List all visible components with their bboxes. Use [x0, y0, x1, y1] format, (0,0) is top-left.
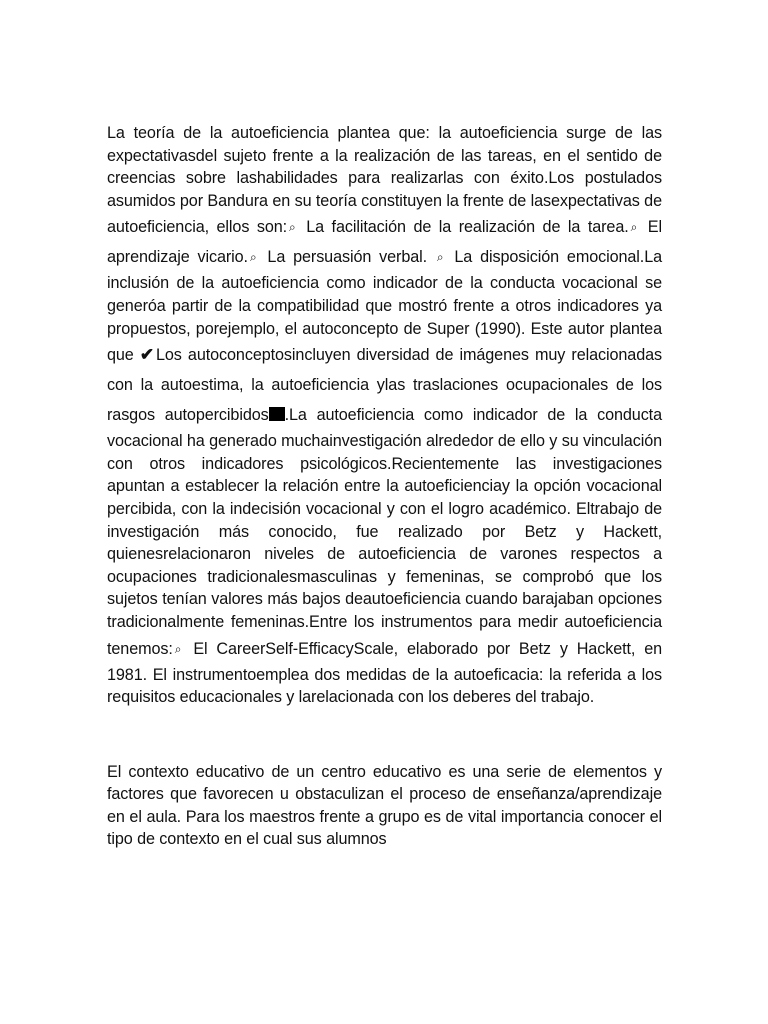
search-bullet-icon: ⌕ [436, 250, 444, 265]
checkmark-icon: ✔ [139, 345, 154, 365]
paragraph-1-text-1: La teoría de la autoeficiencia plantea que: la autoeficiencia surge de las expectativasdel sujeto frente a la realización de las tareas, en el sentido de creencias sobre lashabilidades para realizarlas con éxito.Los postulados asumidos por Bandura en su teoría constituyen la frente de lasexpectativas de autoeficiencia, ellos son: [107, 124, 662, 237]
document-page [107, 122, 662, 851]
paragraph-1-text-3: El aprendizaje vicario. [107, 218, 662, 267]
paragraph-contexto-educativo [107, 761, 662, 851]
search-bullet-icon: ⌕ [630, 220, 638, 235]
paragraph-1-text-4: La persuasión verbal. [259, 248, 428, 267]
paragraph-gap [107, 709, 662, 761]
search-bullet-icon: ⌕ [289, 220, 296, 235]
paragraph-1-text-2: La facilitación de la realización de la tarea. [298, 218, 629, 237]
paragraph-2-text: El contexto educativo de un centro educativo es una serie de elementos y factores que favorecen u obstaculizan el proceso de enseñanza/aprendizaje en el aula. Para los maestros frente a grupo es de vital importancia conocer el tipo de contexto en el cual sus alumnos [107, 762, 662, 849]
search-bullet-icon: ⌕ [249, 250, 257, 265]
paragraph-1-text-5: La disposición emocional.La inclusión de la autoeficiencia como indicador de la conducta vocacional se generóa partir de la compatibilidad que mostró frente a otros indicadores ya propuestos, porejemplo, el autoconcepto de Super (1990). Este autor plantea que [107, 248, 663, 365]
paragraph-1-text-8: El CareerSelf-EfficacyScale, elaborado por Betz y Hackett, en 1981. El instrumentoemplea dos medidas de la autoeficacia: la referida a los requisitos educacionales y larelacionada con los deberes del trabajo. [107, 639, 662, 707]
search-bullet-icon: ⌕ [174, 641, 182, 656]
paragraph-autoeficiencia [107, 122, 662, 709]
paragraph-1-text-7: .La autoeficiencia como indicador de la conducta vocacional ha generado muchainvestigación alrededor de ello y su vinculación con otros indicadores psicológicos.Recientemente las investigaciones apuntan a establecer la relación entre la autoeficienciay la opción vocacional percibida, con la indecisión vocacional y con el logro académico. Eltrabajo de investigación más conocido, fue realizado por Betz y Hackett, quienesrelacionaron niveles de autoeficiencia de varones respectos a ocupaciones tradicionalesmasculinas y femeninas, se comprobó que los sujetos tenían valores más bajos deautoeficiencia cuando barajaban opciones tradicionalmente femeninas.Entre los instrumentos para medir autoeficiencia tenemos: [107, 406, 662, 658]
black-square-icon [269, 407, 285, 421]
paragraph-1-text-6: Los autoconceptosincluyen diversidad de imágenes muy relacionadas con la autoestima, la autoeficiencia ylas traslaciones ocupacionales de los rasgos autopercibidos [107, 346, 663, 425]
